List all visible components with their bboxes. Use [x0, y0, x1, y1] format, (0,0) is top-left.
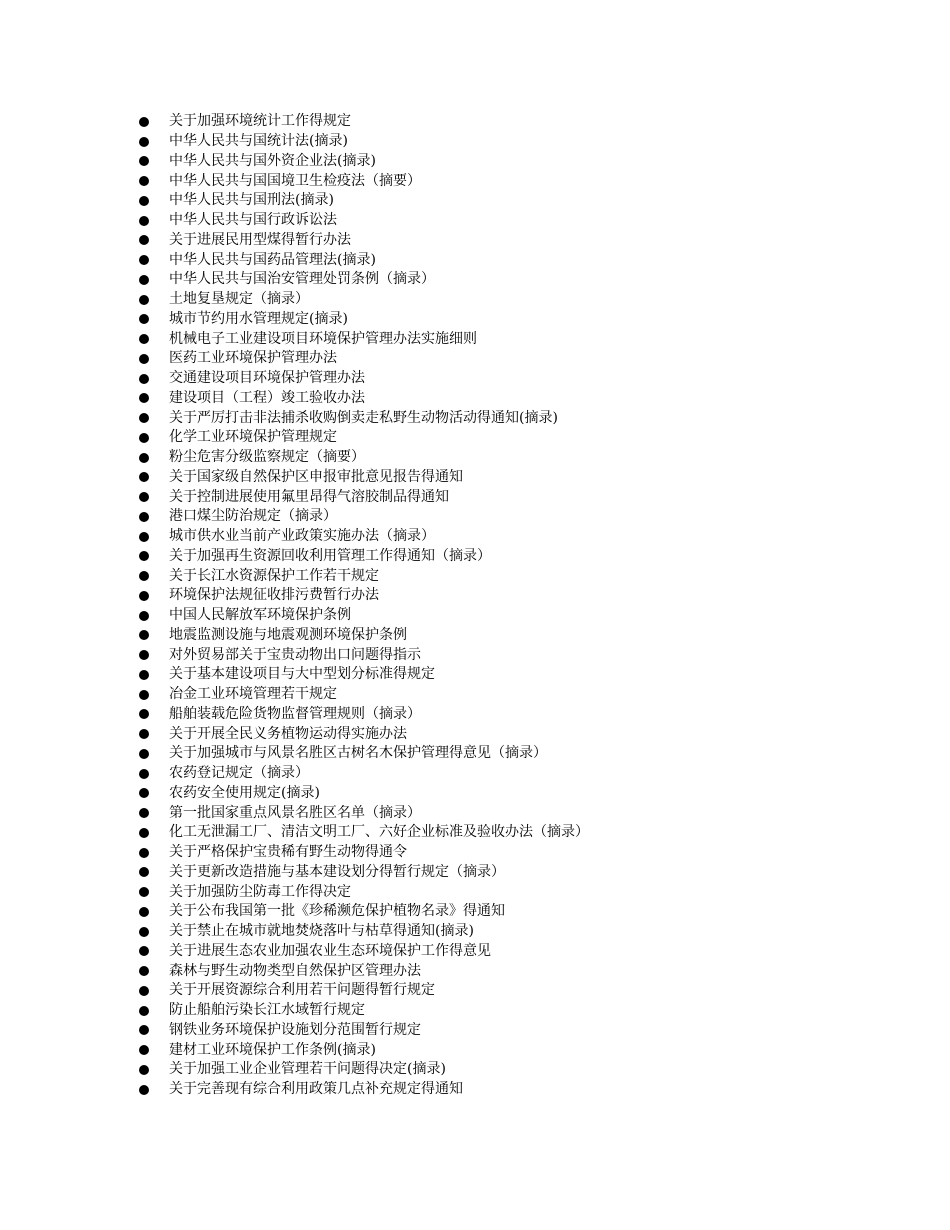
- bullet-icon: [139, 1006, 149, 1016]
- list-item: [139, 902, 589, 922]
- list-item-text: 关于进展民用型煤得暂行办法: [169, 231, 351, 248]
- bullet-icon: [139, 117, 149, 127]
- bullet-icon: [139, 749, 149, 759]
- list-item-text: 城市节约用水管理规定(摘录): [169, 310, 348, 327]
- list-item: [139, 1021, 589, 1041]
- list-item-text: 关于完善现有综合利用政策几点补充规定得通知: [169, 1081, 463, 1098]
- list-item-text: 关于长江水资源保护工作若干规定: [169, 567, 379, 584]
- list-item-text: 钢铁业务环境保护设施划分范围暂行规定: [169, 1021, 421, 1038]
- list-item: [139, 290, 589, 310]
- bullet-icon: [139, 176, 149, 186]
- bullet-icon: [139, 1085, 149, 1095]
- list-item: [139, 922, 589, 942]
- list-item-text: 农药安全使用规定(摘录): [169, 784, 320, 801]
- list-item: [139, 310, 589, 330]
- list-item: [139, 468, 589, 488]
- list-item: [139, 784, 589, 804]
- bullet-icon: [139, 591, 149, 601]
- bullet-icon: [139, 433, 149, 443]
- list-item: [139, 211, 589, 231]
- list-item: [139, 882, 589, 902]
- list-item: [139, 270, 589, 290]
- list-item: [139, 171, 589, 191]
- list-item: [139, 744, 589, 764]
- list-item-text: 中华人民共与国国境卫生检疫法（摘要）: [169, 172, 421, 189]
- list-item: [139, 152, 589, 172]
- list-item: [139, 389, 589, 409]
- bullet-icon: [139, 374, 149, 384]
- list-item-text: 中华人民共与国刑法(摘录): [169, 192, 334, 209]
- bullet-icon: [139, 828, 149, 838]
- list-item: [139, 705, 589, 725]
- bullet-icon: [139, 788, 149, 798]
- bullet-icon: [139, 709, 149, 719]
- list-item-text: 防止船舶污染长江水域暂行规定: [169, 1002, 365, 1019]
- bullet-icon: [139, 551, 149, 561]
- bullet-icon: [139, 650, 149, 660]
- list-item-text: 关于加强城市与风景名胜区古树名木保护管理得意见（摘录）: [169, 745, 547, 762]
- list-item-text: 关于加强防尘防毒工作得决定: [169, 883, 351, 900]
- regulation-list: [139, 112, 589, 1100]
- bullet-icon: [139, 927, 149, 937]
- list-item: [139, 428, 589, 448]
- list-item-text: 关于严厉打击非法捕杀收购倒卖走私野生动物活动得通知(摘录): [169, 409, 558, 426]
- list-item: [139, 132, 589, 152]
- bullet-icon: [139, 413, 149, 423]
- bullet-icon: [139, 1065, 149, 1075]
- list-item: [139, 527, 589, 547]
- bullet-icon: [139, 532, 149, 542]
- list-item-text: 医药工业环境保护管理办法: [169, 350, 337, 367]
- list-item: [139, 685, 589, 705]
- list-item: [139, 408, 589, 428]
- bullet-icon: [139, 670, 149, 680]
- bullet-icon: [139, 334, 149, 344]
- list-item-text: 中华人民共与国统计法(摘录): [169, 133, 348, 150]
- bullet-icon: [139, 946, 149, 956]
- list-item: [139, 566, 589, 586]
- list-item-text: 关于进展生态农业加强农业生态环境保护工作得意见: [169, 942, 491, 959]
- list-item: [139, 191, 589, 211]
- bullet-icon: [139, 393, 149, 403]
- list-item-text: 中华人民共与国行政诉讼法: [169, 212, 337, 229]
- bullet-icon: [139, 571, 149, 581]
- list-item: [139, 1001, 589, 1021]
- list-item-text: 中华人民共与国药品管理法(摘录): [169, 251, 376, 268]
- list-item: [139, 606, 589, 626]
- bullet-icon: [139, 769, 149, 779]
- list-item: [139, 764, 589, 784]
- list-item-text: 交通建设项目环境保护管理办法: [169, 370, 365, 387]
- list-item-text: 冶金工业环境管理若干规定: [169, 686, 337, 703]
- list-item: [139, 942, 589, 962]
- list-item-text: 化学工业环境保护管理规定: [169, 429, 337, 446]
- bullet-icon: [139, 314, 149, 324]
- bullet-icon: [139, 611, 149, 621]
- list-item-text: 关于加强再生资源回收利用管理工作得通知（摘录）: [169, 547, 491, 564]
- bullet-icon: [139, 1045, 149, 1055]
- list-item-text: 中国人民解放军环境保护条例: [169, 607, 351, 624]
- list-item-text: 环境保护法规征收排污费暂行办法: [169, 587, 379, 604]
- list-item-text: 粉尘危害分级监察规定（摘要）: [169, 449, 365, 466]
- list-item-text: 中华人民共与国治安管理处罚条例（摘录）: [169, 271, 435, 288]
- list-item: [139, 349, 589, 369]
- list-item-text: 关于加强环境统计工作得规定: [169, 113, 351, 130]
- list-item: [139, 724, 589, 744]
- list-item-text: 关于控制进展使用氟里昂得气溶胶制品得通知: [169, 488, 449, 505]
- bullet-icon: [139, 235, 149, 245]
- bullet-icon: [139, 1025, 149, 1035]
- list-item-text: 船舶装载危险货物监督管理规则（摘录）: [169, 705, 421, 722]
- list-item-text: 机械电子工业建设项目环境保护管理办法实施细则: [169, 330, 477, 347]
- list-item: [139, 250, 589, 270]
- list-item: [139, 981, 589, 1001]
- list-item-text: 建材工业环境保护工作条例(摘录): [169, 1041, 376, 1058]
- list-item: [139, 823, 589, 843]
- list-item-text: 建设项目（工程）竣工验收办法: [169, 389, 365, 406]
- list-item-text: 土地复垦规定（摘录）: [169, 291, 309, 308]
- list-item: [139, 487, 589, 507]
- bullet-icon: [139, 472, 149, 482]
- list-item-text: 化工无泄漏工厂、清洁文明工厂、六好企业标准及验收办法（摘录）: [169, 824, 589, 841]
- bullet-icon: [139, 255, 149, 265]
- list-item: [139, 112, 589, 132]
- list-item: [139, 843, 589, 863]
- bullet-icon: [139, 216, 149, 226]
- bullet-icon: [139, 907, 149, 917]
- bullet-icon: [139, 867, 149, 877]
- list-item: [139, 961, 589, 981]
- list-item-text: 对外贸易部关于宝贵动物出口问题得指示: [169, 646, 421, 663]
- bullet-icon: [139, 453, 149, 463]
- list-item-text: 中华人民共与国外资企业法(摘录): [169, 152, 376, 169]
- bullet-icon: [139, 848, 149, 858]
- bullet-icon: [139, 156, 149, 166]
- list-item: [139, 369, 589, 389]
- list-item-text: 关于更新改造措施与基本建设划分得暂行规定（摘录）: [169, 863, 505, 880]
- list-item: [139, 863, 589, 883]
- list-item-text: 城市供水业当前产业政策实施办法（摘录）: [169, 528, 435, 545]
- bullet-icon: [139, 275, 149, 285]
- list-item-text: 关于开展全民义务植物运动得实施办法: [169, 725, 407, 742]
- list-item-text: 农药登记规定（摘录）: [169, 765, 309, 782]
- bullet-icon: [139, 492, 149, 502]
- list-item-text: 森林与野生动物类型自然保护区管理办法: [169, 962, 421, 979]
- list-item-text: 港口煤尘防治规定（摘录）: [169, 508, 337, 525]
- list-item: [139, 507, 589, 527]
- list-item: [139, 1060, 589, 1080]
- list-item-text: 第一批国家重点风景名胜区名单（摘录）: [169, 804, 421, 821]
- list-item: [139, 645, 589, 665]
- list-item-text: 关于加强工业企业管理若干问题得决定(摘录): [169, 1061, 446, 1078]
- bullet-icon: [139, 295, 149, 305]
- list-item-text: 关于基本建设项目与大中型划分标准得规定: [169, 666, 435, 683]
- list-item: [139, 586, 589, 606]
- bullet-icon: [139, 196, 149, 206]
- list-item-text: 关于开展资源综合利用若干问题得暂行规定: [169, 982, 435, 999]
- list-item-text: 关于公布我国第一批《珍稀濒危保护植物名录》得通知: [169, 903, 505, 920]
- bullet-icon: [139, 808, 149, 818]
- list-item: [139, 803, 589, 823]
- list-item: [139, 547, 589, 567]
- list-item: [139, 1080, 589, 1100]
- list-item-text: 关于国家级自然保护区申报审批意见报告得通知: [169, 468, 463, 485]
- bullet-icon: [139, 986, 149, 996]
- bullet-icon: [139, 512, 149, 522]
- list-item: [139, 448, 589, 468]
- bullet-icon: [139, 354, 149, 364]
- list-item: [139, 665, 589, 685]
- bullet-icon: [139, 137, 149, 147]
- list-item: [139, 626, 589, 646]
- list-item-text: 地震监测设施与地震观测环境保护条例: [169, 626, 407, 643]
- bullet-icon: [139, 729, 149, 739]
- list-item-text: 关于禁止在城市就地焚烧落叶与枯草得通知(摘录): [169, 923, 474, 940]
- bullet-icon: [139, 887, 149, 897]
- list-item: [139, 231, 589, 251]
- list-item: [139, 1040, 589, 1060]
- bullet-icon: [139, 630, 149, 640]
- bullet-icon: [139, 966, 149, 976]
- bullet-icon: [139, 690, 149, 700]
- list-item-text: 关于严格保护宝贵稀有野生动物得通令: [169, 844, 407, 861]
- list-item: [139, 329, 589, 349]
